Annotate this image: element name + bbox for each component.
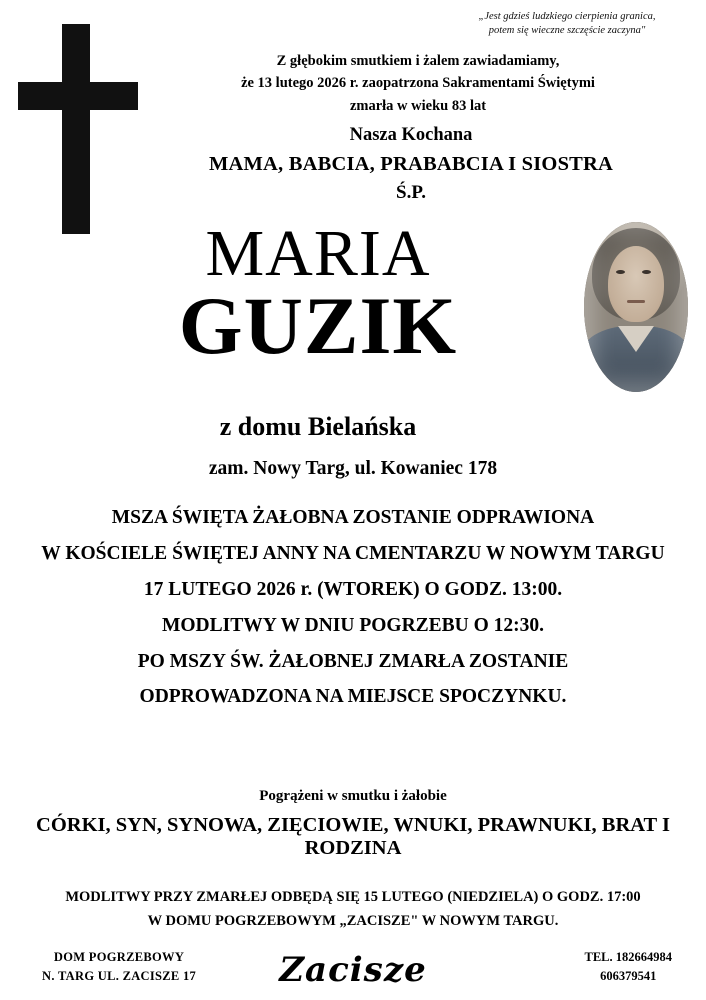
portrait-vignette	[584, 222, 688, 392]
deceased-address: zam. Nowy Targ, ul. Kowaniec 178	[208, 458, 498, 479]
funeral-home-name: DOM POGRZEBOWY	[53, 950, 185, 964]
deceased-name	[60, 217, 576, 371]
relation-block	[130, 122, 692, 207]
mass-line-3: 17 LUTEGO 2026 r. (WTOREK) O GODZ. 13:00.	[143, 578, 563, 600]
phone-primary: TEL. 182664984	[584, 950, 672, 964]
mass-line-4: MODLITWY W DNIU POGRZEBU O 12:30.	[161, 614, 545, 636]
intro-line-3: zmarła w wieku 83 lat	[349, 97, 487, 114]
deceased-maiden-name: z domu Bielańska	[219, 412, 417, 441]
cross-vertical-bar	[62, 24, 90, 234]
family-members: CÓRKI, SYN, SYNOWA, ZIĘCIOWIE, WNUKI, PRAWNUKI, BRAT I RODZINA	[36, 814, 670, 859]
funeral-home-logo: Zacisze	[279, 950, 427, 990]
mass-line-6: ODPROWADZONA NA MIEJSCE SPOCZYNKU.	[139, 686, 567, 708]
mass-details	[12, 500, 694, 715]
mass-line-2: W KOŚCIELE ŚWIĘTEJ ANNY NA CMENTARZU W NOWYM TARGU	[41, 542, 665, 564]
deceased-first-name: MARIA	[205, 217, 431, 290]
funeral-home-phones	[584, 948, 672, 986]
prayers-line-1: MODLITWY PRZY ZMARŁEJ ODBĘDĄ SIĘ 15 LUTEGO (NIEDZIELA) O GODZ. 17:00	[65, 889, 641, 905]
intro-line-2: że 13 lutego 2026 r. zaopatrzona Sakramentami Świętymi	[241, 75, 595, 92]
relation-line-3: Ś.P.	[396, 182, 426, 204]
epitaph-quote	[442, 10, 692, 38]
portrait-photo	[584, 222, 688, 392]
phone-secondary: 606379541	[600, 968, 657, 983]
prayers-info	[20, 886, 686, 934]
cross-icon	[18, 24, 138, 234]
cross-horizontal-bar	[18, 82, 138, 110]
prayers-line-2: W DOMU POGRZEBOWYM „ZACISZE" W NOWYM TARGU.	[147, 912, 559, 929]
relation-line-1: Nasza Kochana	[349, 125, 473, 145]
announcement-intro	[148, 50, 688, 117]
funeral-home-street: N. TARG UL. ZACISZE 17	[42, 968, 197, 983]
footer	[0, 946, 706, 992]
epitaph-line-2: potem się wieczne szczęście zaczyna"	[488, 25, 646, 37]
relation-line-2: MAMA, BABCIA, PRABABCIA I SIOSTRA	[208, 152, 614, 175]
epitaph-line-1: „Jest gdzieś ludzkiego cierpienia granica,	[478, 11, 656, 22]
mass-line-5: PO MSZY ŚW. ŻAŁOBNEJ ZMARŁA ZOSTANIE	[137, 650, 569, 672]
family-heading: Pogrążeni w smutku i żałobie	[259, 788, 447, 804]
deceased-last-name: GUZIK	[178, 279, 458, 371]
mass-line-1: MSZA ŚWIĘTA ŻAŁOBNA ZOSTANIE ODPRAWIONA	[111, 507, 595, 528]
intro-line-1: Z głębokim smutkiem i żalem zawiadamiamy,	[276, 53, 560, 69]
